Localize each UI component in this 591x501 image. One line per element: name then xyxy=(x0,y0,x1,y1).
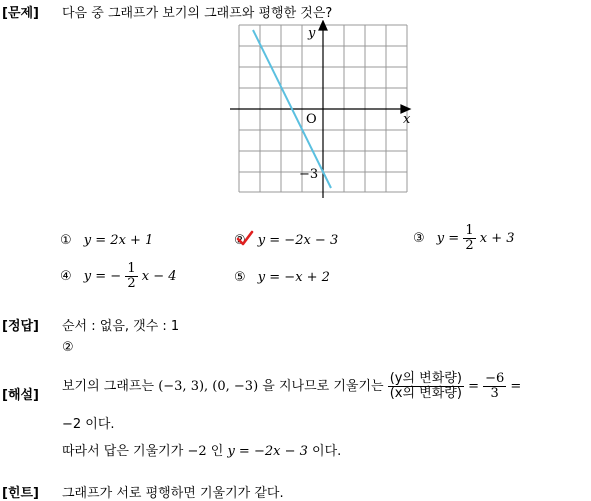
answer-label: [정답] xyxy=(2,319,39,334)
explanation-line3-pre: 따라서 답은 기울기가 xyxy=(62,444,184,459)
hint-label: [힌트] xyxy=(2,486,39,501)
explanation-points: (−3, 3), (0, −3) xyxy=(158,379,259,394)
explanation-line3-mid: 인 xyxy=(210,444,224,459)
y-axis-label: y xyxy=(308,26,316,41)
question-label: [문제] xyxy=(2,6,39,21)
choice-2-equation: y = −2x − 3 xyxy=(257,233,339,248)
explanation-line-2: −2 이다. xyxy=(62,417,115,432)
explanation-ratio-fraction xyxy=(388,372,464,401)
choice-1-equation: y = 2x + 1 xyxy=(83,233,154,248)
choice-4-fraction xyxy=(125,262,137,291)
x-axis-label: x xyxy=(403,112,411,127)
answer-meta: 순서 : 없음, 갯수 : 1 xyxy=(62,319,180,334)
choice-3[interactable] xyxy=(413,224,515,253)
choice-4[interactable] xyxy=(60,262,177,291)
choice-3-fraction xyxy=(463,224,475,253)
choice-4-eq-post: x − 4 xyxy=(141,269,177,284)
choice-3-frac-num: 1 xyxy=(465,223,474,238)
checkmark-icon xyxy=(236,230,254,246)
explanation-value-den: 3 xyxy=(490,386,499,401)
choice-4-frac-num: 1 xyxy=(127,261,136,276)
hint-text: 그래프가 서로 평행하면 기울기가 같다. xyxy=(62,486,284,501)
explanation-trailing-eq: = xyxy=(510,379,522,394)
choice-4-eq-pre: y = − xyxy=(83,269,122,284)
choice-5[interactable] xyxy=(234,270,330,285)
explanation-eq-sign: = xyxy=(468,379,479,394)
explanation-line3-end: 이다. xyxy=(312,444,342,459)
choice-3-frac-den: 2 xyxy=(465,238,474,253)
choice-2-number: ② xyxy=(234,233,246,248)
explanation-value-fraction xyxy=(483,372,506,401)
explanation-line3-val: −2 xyxy=(187,444,207,459)
explanation-label: [해설] xyxy=(2,388,39,403)
choice-3-number: ③ xyxy=(413,231,425,246)
intercept-label: −3 xyxy=(299,167,319,182)
explanation-ratio-num: (y의 변화량) xyxy=(389,371,462,386)
answer-value: ② xyxy=(62,340,74,355)
choice-2[interactable] xyxy=(234,233,338,248)
coordinate-graph xyxy=(230,20,420,200)
explanation-line1-pre: 보기의 그래프는 xyxy=(62,379,155,394)
graph-axes xyxy=(230,21,410,198)
explanation-line-3 xyxy=(62,440,341,459)
question-text: 다음 중 그래프가 보기의 그래프와 평행한 것은? xyxy=(62,6,333,21)
choice-5-equation: y = −x + 2 xyxy=(257,270,330,285)
explanation-line3-eq: y = −2x − 3 xyxy=(227,444,308,459)
origin-label: O xyxy=(306,112,317,127)
choice-3-eq-pre: y = xyxy=(436,231,464,246)
choice-1[interactable] xyxy=(60,233,153,248)
choice-4-number: ④ xyxy=(60,269,72,284)
explanation-line1-mid: 을 지나므로 기울기는 xyxy=(262,379,384,394)
explanation-value-num: −6 xyxy=(485,371,505,386)
choice-1-number: ① xyxy=(60,233,72,248)
choice-5-number: ⑤ xyxy=(234,270,246,285)
explanation-line-1 xyxy=(62,372,521,401)
choice-3-eq-post: x + 3 xyxy=(479,231,515,246)
choice-4-frac-den: 2 xyxy=(127,276,136,291)
explanation-ratio-den: (x의 변화량) xyxy=(389,386,462,401)
